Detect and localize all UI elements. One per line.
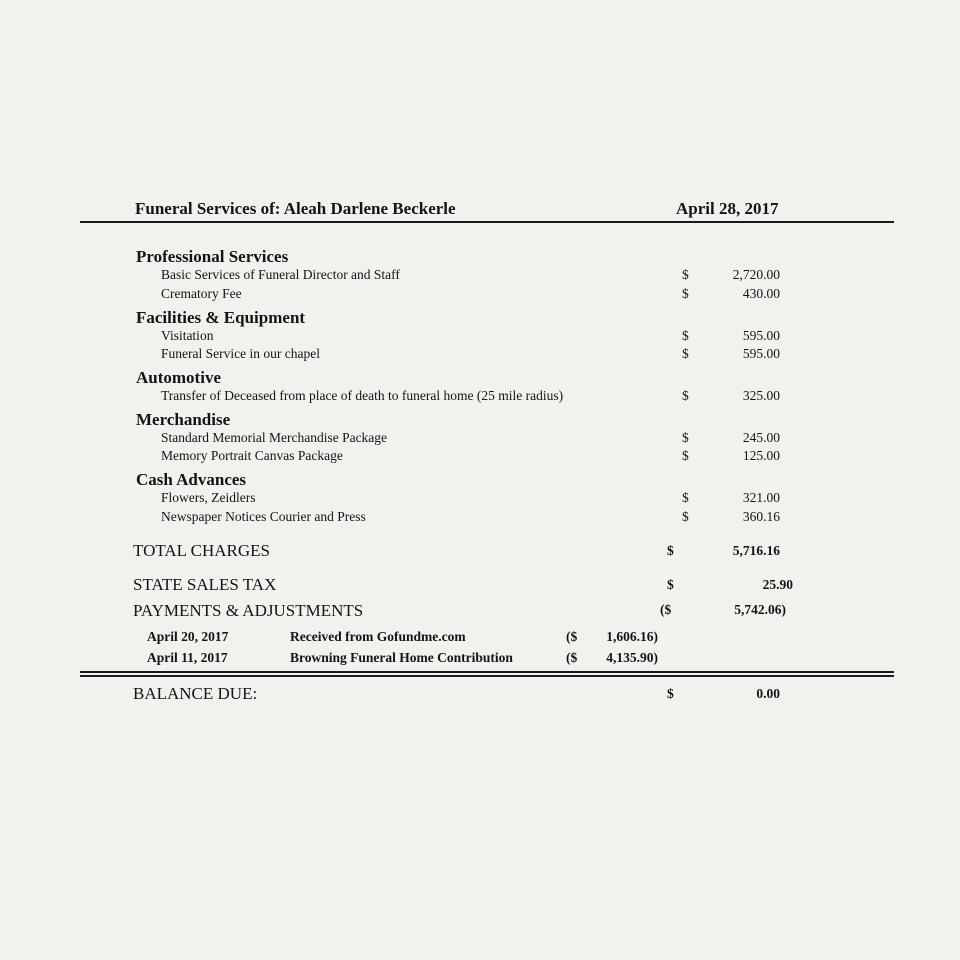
line-item-amount: 321.00 <box>742 490 780 505</box>
line-item-amount: 360.16 <box>742 509 780 524</box>
invoice-title: Funeral Services of: Aleah Darlene Beckerle <box>135 199 456 218</box>
total-charges-currency: $ <box>667 543 674 558</box>
line-item-currency: $ <box>682 430 689 445</box>
section-heading: Cash Advances <box>136 470 247 489</box>
payment-amount: 4,135.90) <box>606 650 658 665</box>
header-rule <box>80 221 894 223</box>
section-heading: Facilities & Equipment <box>136 308 306 327</box>
payments-label: PAYMENTS & ADJUSTMENTS <box>133 601 364 620</box>
payment-amount: 1,606.16) <box>606 629 658 644</box>
payments-amount: 5,742.06) <box>734 602 786 617</box>
line-item-amount: 2,720.00 <box>732 267 780 282</box>
line-item-label: Crematory Fee <box>161 286 242 301</box>
line-item-label: Visitation <box>161 328 214 343</box>
payment-description: Received from Gofundme.com <box>290 629 466 644</box>
section-heading: Merchandise <box>136 410 231 429</box>
sales-tax-amount: 25.90 <box>762 577 793 592</box>
line-item-label: Transfer of Deceased from place of death to funeral home (25 mile radius) <box>161 388 564 403</box>
payment-description: Browning Funeral Home Contribution <box>290 650 513 665</box>
double-rule-bottom <box>80 675 894 677</box>
double-rule-top <box>80 671 894 673</box>
section-heading: Automotive <box>136 368 221 387</box>
balance-amount: 0.00 <box>756 686 780 701</box>
section-heading: Professional Services <box>136 247 289 266</box>
line-item-amount: 125.00 <box>742 448 780 463</box>
line-item-amount: 325.00 <box>742 388 780 403</box>
line-item-currency: $ <box>682 448 689 463</box>
invoice-date: April 28, 2017 <box>676 199 779 218</box>
payment-date: April 11, 2017 <box>147 650 228 665</box>
line-item-currency: $ <box>682 286 689 301</box>
total-charges-label: TOTAL CHARGES <box>133 541 271 560</box>
payment-currency: ($ <box>566 629 578 644</box>
line-item-amount: 595.00 <box>742 328 780 343</box>
line-item-label: Flowers, Zeidlers <box>161 490 256 505</box>
line-item-label: Standard Memorial Merchandise Package <box>161 430 388 445</box>
balance-currency: $ <box>667 686 674 701</box>
line-item-currency: $ <box>682 490 689 505</box>
line-item-amount: 595.00 <box>742 346 780 361</box>
line-item-label: Memory Portrait Canvas Package <box>161 448 343 463</box>
line-item-amount: 245.00 <box>742 430 780 445</box>
line-item-currency: $ <box>682 388 689 403</box>
line-item-currency: $ <box>682 509 689 524</box>
sales-tax-label: STATE SALES TAX <box>133 575 277 594</box>
line-item-amount: 430.00 <box>742 286 780 301</box>
line-item-label: Funeral Service in our chapel <box>161 346 320 361</box>
line-item-currency: $ <box>682 346 689 361</box>
line-item-currency: $ <box>682 267 689 282</box>
balance-label: BALANCE DUE: <box>133 684 258 703</box>
payment-currency: ($ <box>566 650 578 665</box>
payment-date: April 20, 2017 <box>147 629 229 644</box>
payments-currency: ($ <box>660 602 672 617</box>
sales-tax-currency: $ <box>667 577 674 592</box>
total-charges-amount: 5,716.16 <box>732 543 780 558</box>
line-item-currency: $ <box>682 328 689 343</box>
line-item-label: Newspaper Notices Courier and Press <box>161 509 366 524</box>
line-item-label: Basic Services of Funeral Director and Staff <box>161 267 400 282</box>
